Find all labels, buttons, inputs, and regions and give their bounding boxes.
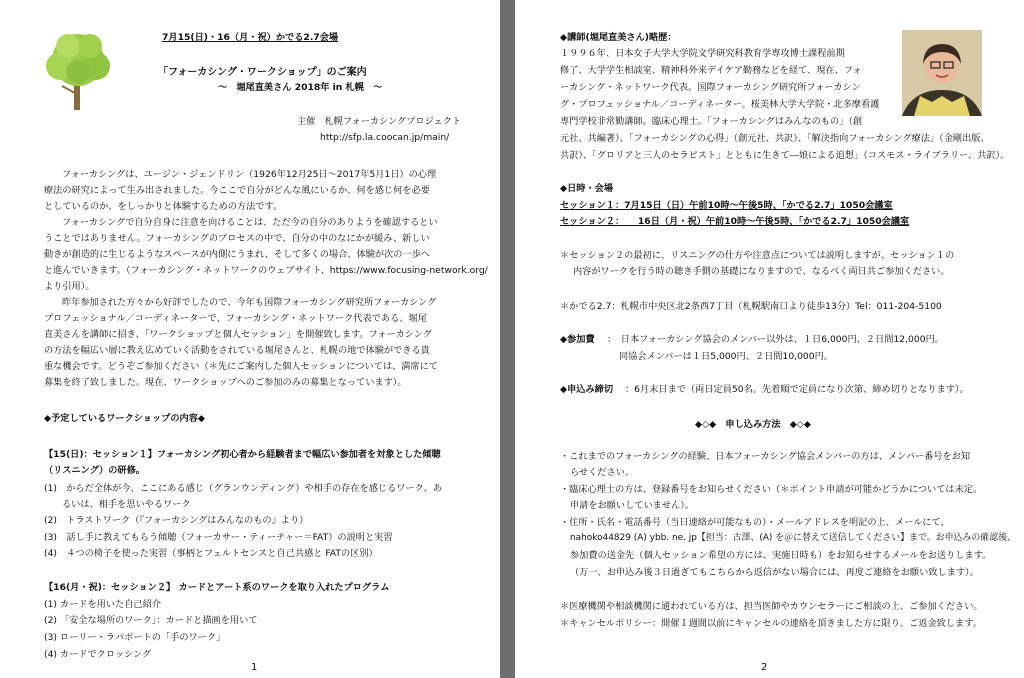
- note-line: 内容がワークを行う時の聴き手側の基礎になりますので、なるべく両日共ご参加ください。: [573, 266, 950, 277]
- day1-item: (1) からだ全体が今、ここにある感じ（グランウンディング）や相手の存在を感じるワーク、あ: [44, 483, 442, 494]
- apply-line: 申請をお願いしていません）。: [570, 500, 695, 511]
- day2-item: (3) ローリー・ラパポートの「手のワーク」: [44, 632, 226, 643]
- deadline-label: ◆申込み締切: [560, 384, 614, 395]
- bio-line: 専門学校非常勤講師。臨床心理士。「フォーカシングはみんなのもの」（創: [560, 116, 863, 127]
- body-line: 募集を終了致しました。現在、ワークショップへのご参加のみの募集となっています）。: [44, 377, 407, 388]
- schedule-heading: ◆日時・会場: [560, 183, 614, 194]
- day1-heading: 【15(日)：セッション１】フォーカシング初心者から経験者まで幅広い参加者を対象とした傾聴: [44, 449, 441, 460]
- day2-item: (1) カードを用いた自己紹介: [44, 599, 161, 610]
- body-line: 重な機会です。どうぞご参加ください（＊先にご案内した個人セッションについては、満席にて: [44, 361, 438, 372]
- page-subtitle: ～ 堀尾直美さん 2018年 in 札幌 ～: [218, 82, 383, 93]
- fee-line: 同協会メンバーは１日5,000円、２日間10,000円。: [619, 351, 833, 362]
- session-2: セッション２： 16日（月・祝）午前10時～午後5時、「かでる2.7」1050会議室: [560, 216, 910, 227]
- bio-line: 修了、大学学生相談室、精神科外来デイケア勤務などを経て、現在、フォ: [560, 65, 862, 76]
- lecturer-heading: ◆講師(堀尾直美さん)略歴：: [560, 32, 677, 43]
- body-line: プロフェッショナル／コーディネーターで、フォーカシング・ネットワーク代表である、堀尾: [44, 313, 427, 324]
- lecturer-photo: [902, 30, 982, 116]
- apply-line: ・住所・氏名・電話番号（当日連絡が可能なもの）・メールアドレスを明記の上、メールにて、: [560, 517, 950, 528]
- day2-item: (2) 「安全な場所のワーク」：カードと描画を用いて: [44, 615, 258, 626]
- note-line: ＊セッション２の最初に、リスニングの仕方や注意点については説明しますが、セッション１の: [560, 250, 955, 261]
- document-page-2: [515, 0, 1024, 678]
- apply-line: （万一、お申込み後３日過ぎてもこちらから返信がない場合には、再度ご連絡をお願い致します）。: [570, 567, 979, 578]
- body-line: としているのか、をしっかりと体験するための方法です。: [44, 201, 283, 212]
- bio-line: グ・プロフェッショナル／コーディネーター。桜美林大学大学院・北多摩看護: [560, 99, 880, 110]
- day2-heading: 【16(月・祝)：セッション２】 カードとアート系のワークを取り入れたプログラム: [44, 582, 390, 593]
- bio-line: １９９６年、日本女子大学大学院文学研究科教育学専攻博士課程前期: [560, 48, 845, 59]
- organizer: 主催 札幌フォーカシングプロジェクト: [297, 116, 462, 127]
- day2-item: (4) カードでクロッシング: [44, 649, 152, 660]
- apply-line: 参加費の送金先（個人セッション希望の方には、実施日時も）をお知らせするメールをお送りします。: [570, 550, 992, 561]
- notice-line: ＊医療機関や相談機関に通われている方は、担当医師やカウンセラーにご相談の上、ご参加ください。: [560, 601, 983, 612]
- day1-item: (4) ４つの椅子を使った実習（事柄とフェルトセンスと自己共感と FATの区別）: [44, 548, 378, 559]
- fee-line: ： 日本フォーカシング協会のメンバー以外は、１日6,000円、２日間12,000円。: [607, 334, 944, 345]
- bio-line: 共訳）、「グロリアと三人のセラピスト」とともに生きて―娘による追想」（コスモス・ライブラリー、共訳）。: [560, 150, 1010, 161]
- organizer-url: http://sfp.la.coocan.jp/main/: [320, 132, 450, 143]
- page-number: 2: [761, 662, 768, 673]
- body-line: の方法を幅広い層に教え広めていく活動をされている堀尾さんと、札幌の地で体験ができる貴: [44, 345, 430, 356]
- bio-line: ーカシング・ネットワーク代表。国際フォーカシング研究所フォーカシン: [560, 82, 861, 93]
- day1-heading: （リスニング）の研修。: [44, 465, 145, 476]
- body-line: 動きが創造的に生じるようなスペースが内側にうまれ、そして多くの場合、体験が次の一歩へ: [44, 249, 430, 260]
- day1-item: (3) 話し手に教えてもらう傾聴（フォーカサー・ティーチャー＝FAT）の説明と実習: [44, 532, 393, 543]
- event-dates: 7月15(日)・16（月・祝）かでる2.7会場: [162, 32, 339, 43]
- page-number: 1: [251, 662, 258, 673]
- body-line: と進んでいきます。（フォーカシング・ネットワークのウェブサイト、https://www.focusing-network.org/: [44, 265, 488, 276]
- day1-item: (2) トラストワーク（『フォーカシングはみんなのもの』より）: [44, 515, 309, 526]
- body-line: より引用）。: [44, 281, 95, 292]
- body-line: フォーカシングで自分自身に注意を向けることは、ただ今の自分のありようを確認するとい: [62, 217, 438, 228]
- body-line: 療法の研究によって生み出されました。今ここで自分がどんな風にいるか、何を感じ何を必要: [44, 185, 430, 196]
- venue-info: ＊かでる2.7：札幌市中央区北2条西7丁目（札幌駅南口より徒歩13分）Tel：011-204-5100: [560, 301, 942, 312]
- body-line: 直美さんを講師に招き、「ワークショップと個人セッション」を開催致します。フォーカシング: [44, 329, 432, 340]
- notice-line: ＊キャンセルポリシー：開催１週間以前にキャンセルの連絡を頂きました方に限り、ご返金致します。: [560, 618, 982, 629]
- document-page-1: [0, 0, 500, 678]
- apply-line: らせください。: [570, 467, 635, 478]
- bio-line: 元社、共編著）、「フォーカシングの心得」（創元社、共訳）、「解決指向フォーカシング療法」（金剛出版、: [560, 133, 990, 144]
- day1-item: るいは、相手を思いやるワーク: [62, 499, 191, 510]
- apply-heading: ◆◇◆ 申し込み方法 ◆◇◆: [695, 419, 811, 430]
- tree-illustration: [38, 30, 118, 112]
- deadline-text: ：6月末日まで（両日定員50名。先着順で定員になり次第、締め切りとなります）。: [625, 384, 969, 395]
- apply-line: ・臨床心理士の方は、登録番号をお知らせください（＊ポイント申請が可能かどうかについては未定。: [560, 484, 983, 495]
- program-heading: ◆予定しているワークショップの内容◆: [44, 413, 205, 424]
- page-title: 「フォーカシング・ワークショップ」のご案内: [158, 67, 367, 78]
- session-1: セッション１：7月15日（日）午前10時～午後5時、「かでる2.7」1050会議室: [560, 200, 893, 211]
- body-line: うことではありません。フォーカシングのプロセスの中で、自分の中のなにかが緩み、新しい: [44, 233, 430, 244]
- apply-line: ・これまでのフォーカシングの経験、日本フォーカシング協会メンバーの方は、メンバー番号をお知: [560, 451, 971, 462]
- body-line: フォーカシングは、ユージン・ジェンドリン（1926年12月25日～2017年5月1日）の心理: [62, 169, 437, 180]
- body-line: 昨年参加された方々から好評でしたので、今年も国際フォーカシング研究所フォーカシング: [62, 297, 437, 308]
- apply-email-line: nahoko44829 (A) ybb. ne. jp【担当：古澤、(A) を＠に替えて送信してください】まで。お申込みの確認後、: [570, 533, 1016, 543]
- fee-label: ◆参加費: [560, 334, 595, 345]
